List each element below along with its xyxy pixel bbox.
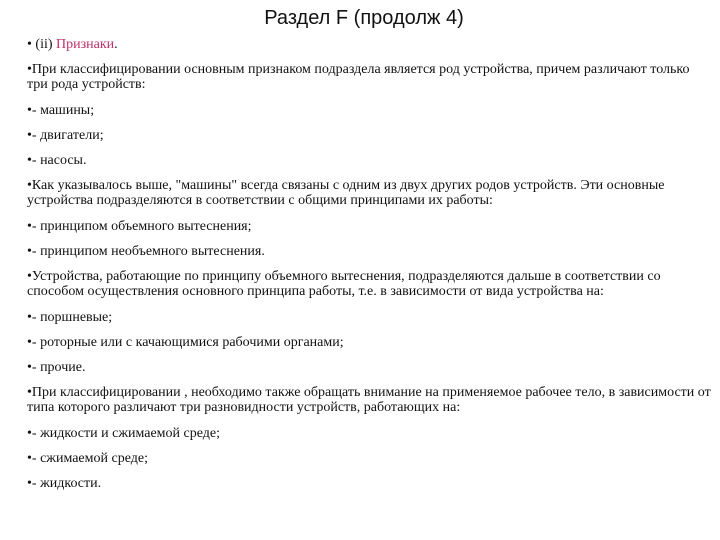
list-item-engines: •- двигатели;	[27, 128, 104, 143]
paragraph-classification-intro: •При классифицировании основным признаком подраздела является род устройства, причем различают только три рода устройств:	[27, 62, 690, 92]
list-item-liquid-and-compressible: •- жидкости и сжимаемой среде;	[27, 426, 220, 441]
slide-body	[27, 37, 711, 501]
list-item-compressible: •- сжимаемой среде;	[27, 451, 148, 466]
list-item-pumps: •- насосы.	[27, 153, 87, 168]
section-heading-suffix: .	[114, 37, 118, 52]
section-heading-highlight: Признаки	[56, 37, 115, 52]
section-heading-prefix: • (ii)	[27, 37, 57, 52]
list-item-liquid: •- жидкости.	[27, 476, 102, 491]
paragraph-displacement-types: •Устройства, работающие по принципу объемного вытеснения, подразделяются дальше в соответствии со способом осуществления основного принципа работы, т.е. в зависимости от вида устройства на:	[27, 269, 661, 299]
list-item-machines: •- машины;	[27, 103, 95, 118]
paragraph-principles: •Как указывалось выше, "машины" всегда связаны с одним из двух других родов устройств. Эти основные устройства подразделяются в соответствии с общими принципами их работы:	[27, 178, 665, 208]
paragraph-working-medium: •При классифицировании , необходимо также обращать внимание на применяемое рабочее тело, в зависимости от типа которого различают три разновидности устройств, работающих на:	[27, 385, 711, 415]
list-item-piston: •- поршневые;	[27, 310, 113, 325]
list-item-non-positive-displacement: •- принципом необъемного вытеснения.	[27, 244, 265, 259]
slide-title: Раздел F (продолж 4)	[264, 7, 464, 29]
list-item-other: •- прочие.	[27, 360, 86, 375]
section-heading	[27, 37, 711, 52]
list-item-positive-displacement: •- принципом объемного вытеснения;	[27, 219, 252, 234]
list-item-rotary: •- роторные или с качающимися рабочими органами;	[27, 335, 344, 350]
